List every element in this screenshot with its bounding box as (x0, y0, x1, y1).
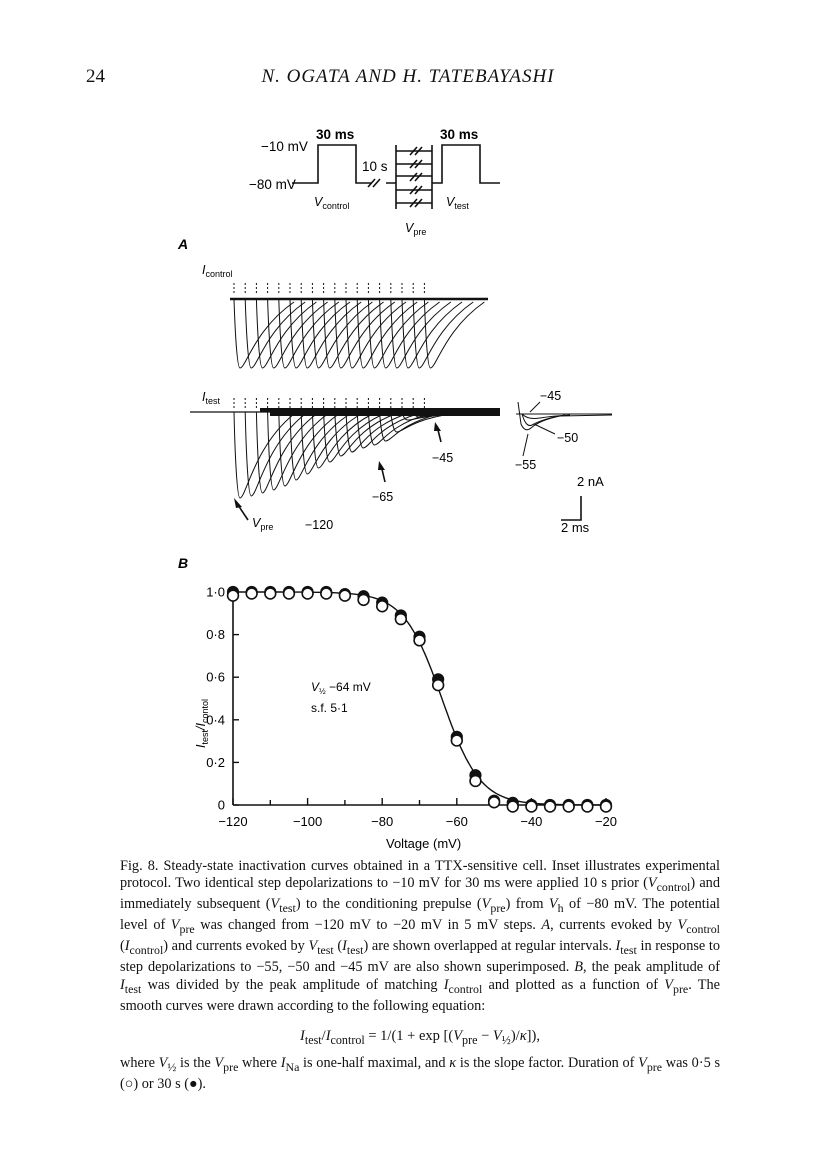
protocol-duration-left: 30 ms (316, 127, 355, 142)
protocol-vpre: $V_{pre}$ (405, 221, 427, 237)
data-point-open (265, 588, 276, 599)
arrow-vpre (234, 498, 248, 520)
inactivation-chart (206, 585, 617, 830)
icontrol-label: $I_{control}$ (202, 263, 233, 279)
itest-trace (234, 412, 294, 498)
fit-curve (233, 592, 606, 805)
page-number: 24 (86, 66, 105, 87)
annotation-sf: s.f. 5·1 (311, 701, 348, 715)
data-point-open (284, 588, 295, 599)
trace-label-120: −120 (305, 518, 334, 532)
y-tick-label: 1·0 (206, 584, 225, 600)
data-point-open (489, 797, 500, 808)
trace-label-65: −65 (372, 490, 394, 504)
icontrol-trace (413, 299, 473, 368)
data-point-open (395, 614, 406, 625)
y-tick-label: 0·2 (206, 754, 225, 770)
chart-xlabel: Voltage (mV) (386, 836, 462, 851)
inset-traces (516, 402, 612, 456)
equation: $I_{test}/I_{control} = 1/(1 + \exp [(V_{pre} - V_{\frac{1}{2}})/\kappa])$, (300, 1028, 540, 1047)
scale-current: 2 nA (577, 474, 604, 489)
data-point-open (470, 776, 481, 787)
itest-traces (190, 398, 500, 498)
data-point-open (377, 601, 388, 612)
itest-label: $I_{test}$ (202, 390, 220, 406)
chart-ylabel: $I_{test}/I_{contol}$ (194, 699, 210, 748)
inset-label-55: −55 (515, 458, 537, 472)
inset-label-45: −45 (540, 389, 562, 403)
protocol-vcontrol: $V_{control}$ (314, 195, 350, 211)
itest-trace (290, 412, 350, 480)
panel-b-label: B (178, 555, 189, 571)
x-tick-label: −20 (594, 814, 618, 829)
scale-time: 2 ms (561, 520, 590, 535)
data-point-open (601, 801, 612, 812)
trace-label-45: −45 (432, 451, 454, 465)
data-point-open (414, 635, 425, 646)
data-point-open (358, 594, 369, 605)
data-point-open (563, 801, 574, 812)
x-tick-label: −100 (292, 814, 323, 829)
x-tick-label: −40 (520, 814, 543, 829)
data-point-open (545, 801, 556, 812)
protocol-level-top: −10 mV (261, 139, 308, 154)
arrow-65 (378, 461, 385, 482)
data-point-open (451, 735, 462, 746)
itest-trace (245, 412, 305, 496)
data-point-open (507, 801, 518, 812)
y-tick-label: 0·4 (206, 712, 225, 728)
data-point-open (526, 801, 537, 812)
arrow-45 (434, 422, 441, 442)
panel-a-label: A (178, 236, 189, 252)
x-tick-label: −60 (445, 814, 468, 829)
figure-caption: Fig. 8. Steady-state inactivation curves obtained in a TTX-sensitive cell. Inset illustrates experimental protocol. Two identical step depolarizations to −10 mV for 30 ms were applied 10 s prior $(V_{control})$ and immediately subsequent $(V_{test})$ to the conditioning prepulse $(V_{pre})$ from $V_h$ of −80 mV. The potential level of $V_{pre}$ was changed from −120 mV to −20 mV in 5 mV steps. A, currents evoked by $V_{control}$ $(I_{control})$ and currents evoked by $V_{test}$ $(I_{test})$ are shown overlapped at regular intervals. $I_{test}$ in response to step depolarizations to −55, −50 and −45 mV are also shown superimposed. B, the peak amplitude of $I_{test}$ was divided by the peak amplitude of matching $I_{control}$ and plotted as a function of $V_{pre}$. The smooth curves were drawn according to the following equation: (120, 858, 721, 1014)
y-tick-label: 0 (217, 797, 225, 813)
data-point-open (433, 680, 444, 691)
annotation-vhalf: $V_{\frac{1}{2}} -64$ mV (311, 680, 371, 696)
y-tick-label: 0·8 (206, 627, 225, 643)
data-point-open (246, 588, 257, 599)
protocol-gap: 10 s (362, 159, 388, 174)
itest-trace (256, 412, 316, 493)
x-tick-label: −80 (371, 814, 394, 829)
arrow-vpre-label: $V_{pre}$ (252, 516, 274, 532)
itest-trace (279, 412, 339, 486)
protocol-diagram (292, 145, 500, 209)
data-point-open (340, 590, 351, 601)
data-point-open (228, 590, 239, 601)
data-point-open (302, 588, 313, 599)
data-point-open (321, 588, 332, 599)
scale-bar (561, 496, 581, 520)
closing-paragraph: where $V_{\frac{1}{2}}$ is the $V_{pre}$ where $I_{Na}$ is one-half maximal, and κ is the slope factor. Duration of $V_{pre}$ was 0·5 s (○) or 30 s (●). (120, 1055, 721, 1093)
protocol-vtest: $V_{test}$ (446, 195, 469, 211)
icontrol-traces (230, 283, 488, 368)
y-tick-label: 0·6 (206, 669, 225, 685)
protocol-duration-right: 30 ms (440, 127, 479, 142)
icontrol-trace (424, 299, 484, 368)
running-head: N. OGATA AND H. TATEBAYASHI (261, 66, 555, 87)
data-point-open (582, 801, 593, 812)
x-tick-label: −120 (218, 814, 248, 829)
inset-label-50: −50 (557, 431, 579, 445)
protocol-level-bottom: −80 mV (249, 177, 296, 192)
